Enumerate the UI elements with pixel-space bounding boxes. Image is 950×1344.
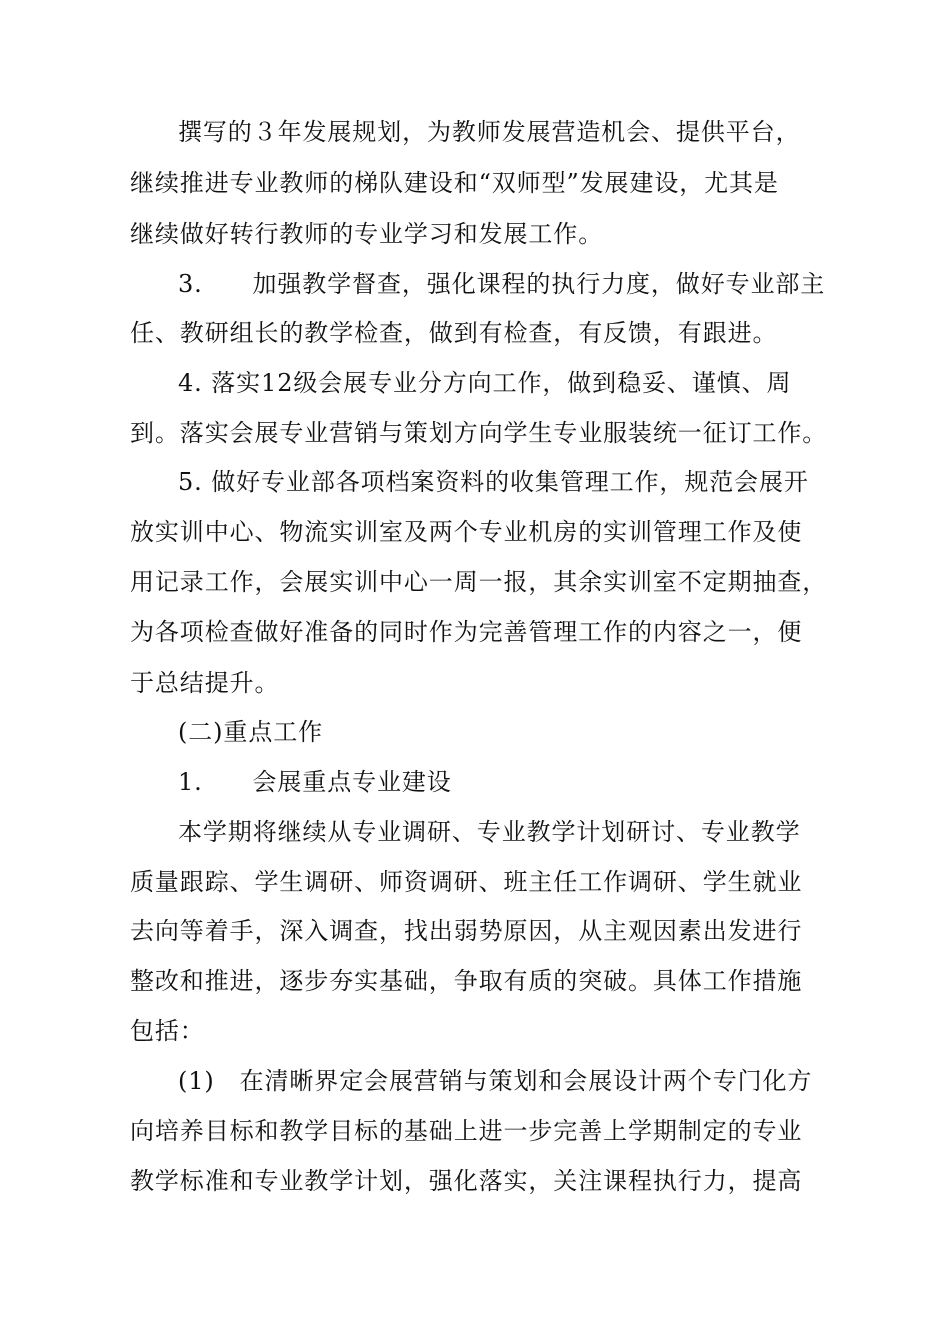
text-line: 包括： — [130, 1017, 205, 1045]
text-line: 放实训中心、物流实训室及两个专业机房的实训管理工作及使 — [130, 518, 803, 546]
text-line: 撰写的３年发展规划，为教师发展营造机会、提供平台， — [178, 118, 801, 146]
text-line: 用记录工作，会展实训中心一周一报，其余实训室不定期抽查， — [130, 568, 828, 596]
text-line: 教学标准和专业教学计划，强化落实，关注课程执行力，提高 — [130, 1167, 803, 1195]
subsection-heading: 1. 会展重点专业建设 — [178, 768, 452, 796]
text-line: 5. 做好专业部各项档案资料的收集管理工作，规范会展开 — [178, 468, 809, 496]
text-line: 去向等着手，深入调查，找出弱势原因，从主观因素出发进行 — [130, 917, 803, 945]
text-line: 继续做好转行教师的专业学习和发展工作。 — [130, 220, 604, 248]
text-line: 任、教研组长的教学检查，做到有检查，有反馈，有跟进。 — [130, 319, 778, 347]
text-line: 继续推进专业教师的梯队建设和“双师型”发展建设，尤其是 — [130, 169, 779, 197]
text-line: 为各项检查做好准备的同时作为完善管理工作的内容之一，便 — [130, 618, 803, 646]
text-line: 3. 加强教学督查，强化课程的执行力度，做好专业部主 — [178, 270, 826, 298]
text-line: 质量跟踪、学生调研、师资调研、班主任工作调研、学生就业 — [130, 868, 803, 896]
text-line: 4. 落实12级会展专业分方向工作，做到稳妥、谨慎、周 — [178, 369, 792, 397]
text-line: (1) 在清晰界定会展营销与策划和会展设计两个专门化方 — [178, 1067, 813, 1095]
text-line: 整改和推进，逐步夯实基础，争取有质的突破。具体工作措施 — [130, 967, 803, 995]
text-line: 向培养目标和教学目标的基础上进一步完善上学期制定的专业 — [130, 1117, 803, 1145]
text-line: 到。落实会展专业营销与策划方向学生专业服装统一征订工作。 — [130, 419, 828, 447]
section-heading: (二)重点工作 — [178, 718, 324, 746]
text-line: 本学期将继续从专业调研、专业教学计划研讨、专业教学 — [178, 818, 801, 846]
text-line: 于总结提升。 — [130, 669, 280, 697]
